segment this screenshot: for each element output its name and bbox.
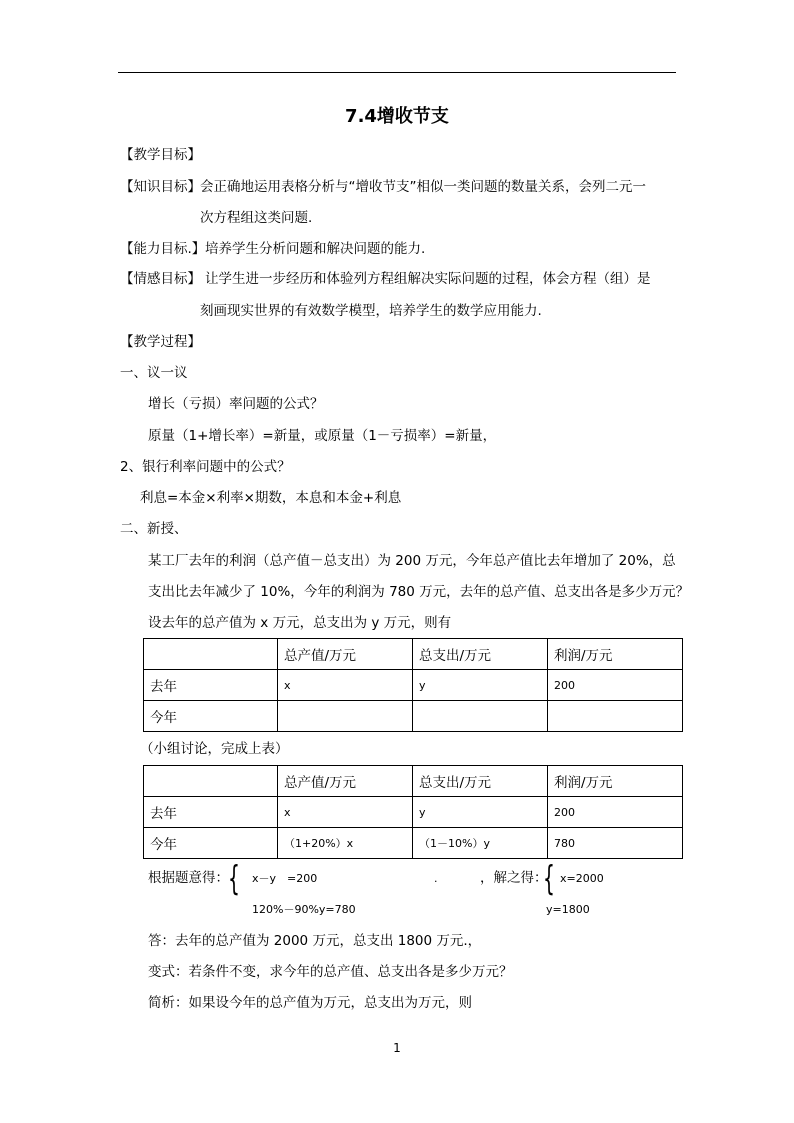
table-cell [413,701,548,732]
left-brace-icon: { [228,859,240,899]
analysis-line: 简析：如果设今年的总产值为万元，总支出为万元，则 [148,995,472,1011]
table-header: 利润/万元 [548,639,683,670]
equation-line-2: 120%－90%y=780 [252,903,356,916]
part2-title: 二、新授、 [120,521,188,537]
equation-prefix: 根据题意得： [148,870,229,886]
equation-line-1: x－y =200 [252,872,318,885]
problem-line-1: 某工厂去年的利润（总产值－总支出）为 200 万元，今年总产值比去年增加了 20%，总 [148,553,676,569]
setup-line: 设去年的总产值为 x 万元，总支出为 y 万元，则有 [148,615,452,631]
answer-line: 答：去年的总产值为 2000 万元，总支出 1800 万元.， [148,933,482,949]
table-cell: y [413,797,548,828]
table-row [144,670,683,701]
table-header: 总产值/万元 [278,639,413,670]
right-brace-icon: { [543,859,555,899]
table-row [144,639,683,670]
ability-label: 【能力目标.】 [120,241,206,257]
table-cell: （1+20%）x [278,828,413,859]
table-cell [548,701,683,732]
table-header: 总产值/万元 [278,766,413,797]
emotion-label: 【情感目标】 [120,271,201,287]
table-cell: 去年 [144,670,278,701]
table-cell: 200 [548,797,683,828]
page-title: 7.4增收节支 [345,106,449,127]
emotion-text-2: 刻画现实世界的有效数学模型，培养学生的数学应用能力. [200,303,542,319]
goals-header: 【教学目标】 [120,147,201,163]
table-header: 总支出/万元 [413,639,548,670]
table-header: 总支出/万元 [413,766,548,797]
process-header: 【教学过程】 [120,334,201,350]
equation-dot: . [434,872,438,885]
table-row [144,797,683,828]
table-cell: y [413,670,548,701]
knowledge-text-1: 会正确地运用表格分析与“增收节支”相似一类问题的数量关系，会列二元一 [200,179,646,195]
table-cell: x [278,670,413,701]
problem-line-2: 支出比去年减少了 10%，今年的利润为 780 万元，去年的总产值、总支出各是多少万元？ [148,584,690,600]
knowledge-text-2: 次方程组这类问题. [200,210,313,226]
table-row [144,766,683,797]
equation-solve-label: ，解之得： [480,870,548,886]
part1-question-2: 2、银行利率问题中的公式？ [120,459,291,475]
table-cell: 今年 [144,701,278,732]
table-cell: 780 [548,828,683,859]
solution-line-2: y=1800 [546,903,590,916]
part1-formula-2: 利息=本金×利率×期数，本息和本金+利息 [140,490,402,506]
table-cell: （1－10%）y [413,828,548,859]
header-rule [118,72,676,73]
table-blank [143,638,683,732]
part1-title: 一、议一议 [120,365,188,381]
discuss-note: （小组讨论，完成上表） [140,741,289,757]
variant-line: 变式：若条件不变，求今年的总产值、总支出各是多少万元？ [148,964,513,980]
page-number: 1 [393,1041,401,1055]
table-header: 利润/万元 [548,766,683,797]
table-cell: 今年 [144,828,278,859]
table-cell [144,766,278,797]
table-row [144,701,683,732]
table-cell [278,701,413,732]
table-filled [143,765,683,859]
ability-text: 培养学生分析问题和解决问题的能力. [205,241,426,257]
knowledge-label: 【知识目标】 [120,179,201,195]
part1-formula: 原量（1+增长率）=新量，或原量（1－亏损率）=新量， [148,428,497,444]
table-row [144,828,683,859]
part1-question: 增长（亏损）率问题的公式？ [148,396,324,412]
table-cell [144,639,278,670]
table-cell: 200 [548,670,683,701]
table-cell: x [278,797,413,828]
table-cell: 去年 [144,797,278,828]
solution-line-1: x=2000 [560,872,604,885]
emotion-text-1: 让学生进一步经历和体验列方程组解决实际问题的过程，体会方程（组）是 [205,271,651,287]
